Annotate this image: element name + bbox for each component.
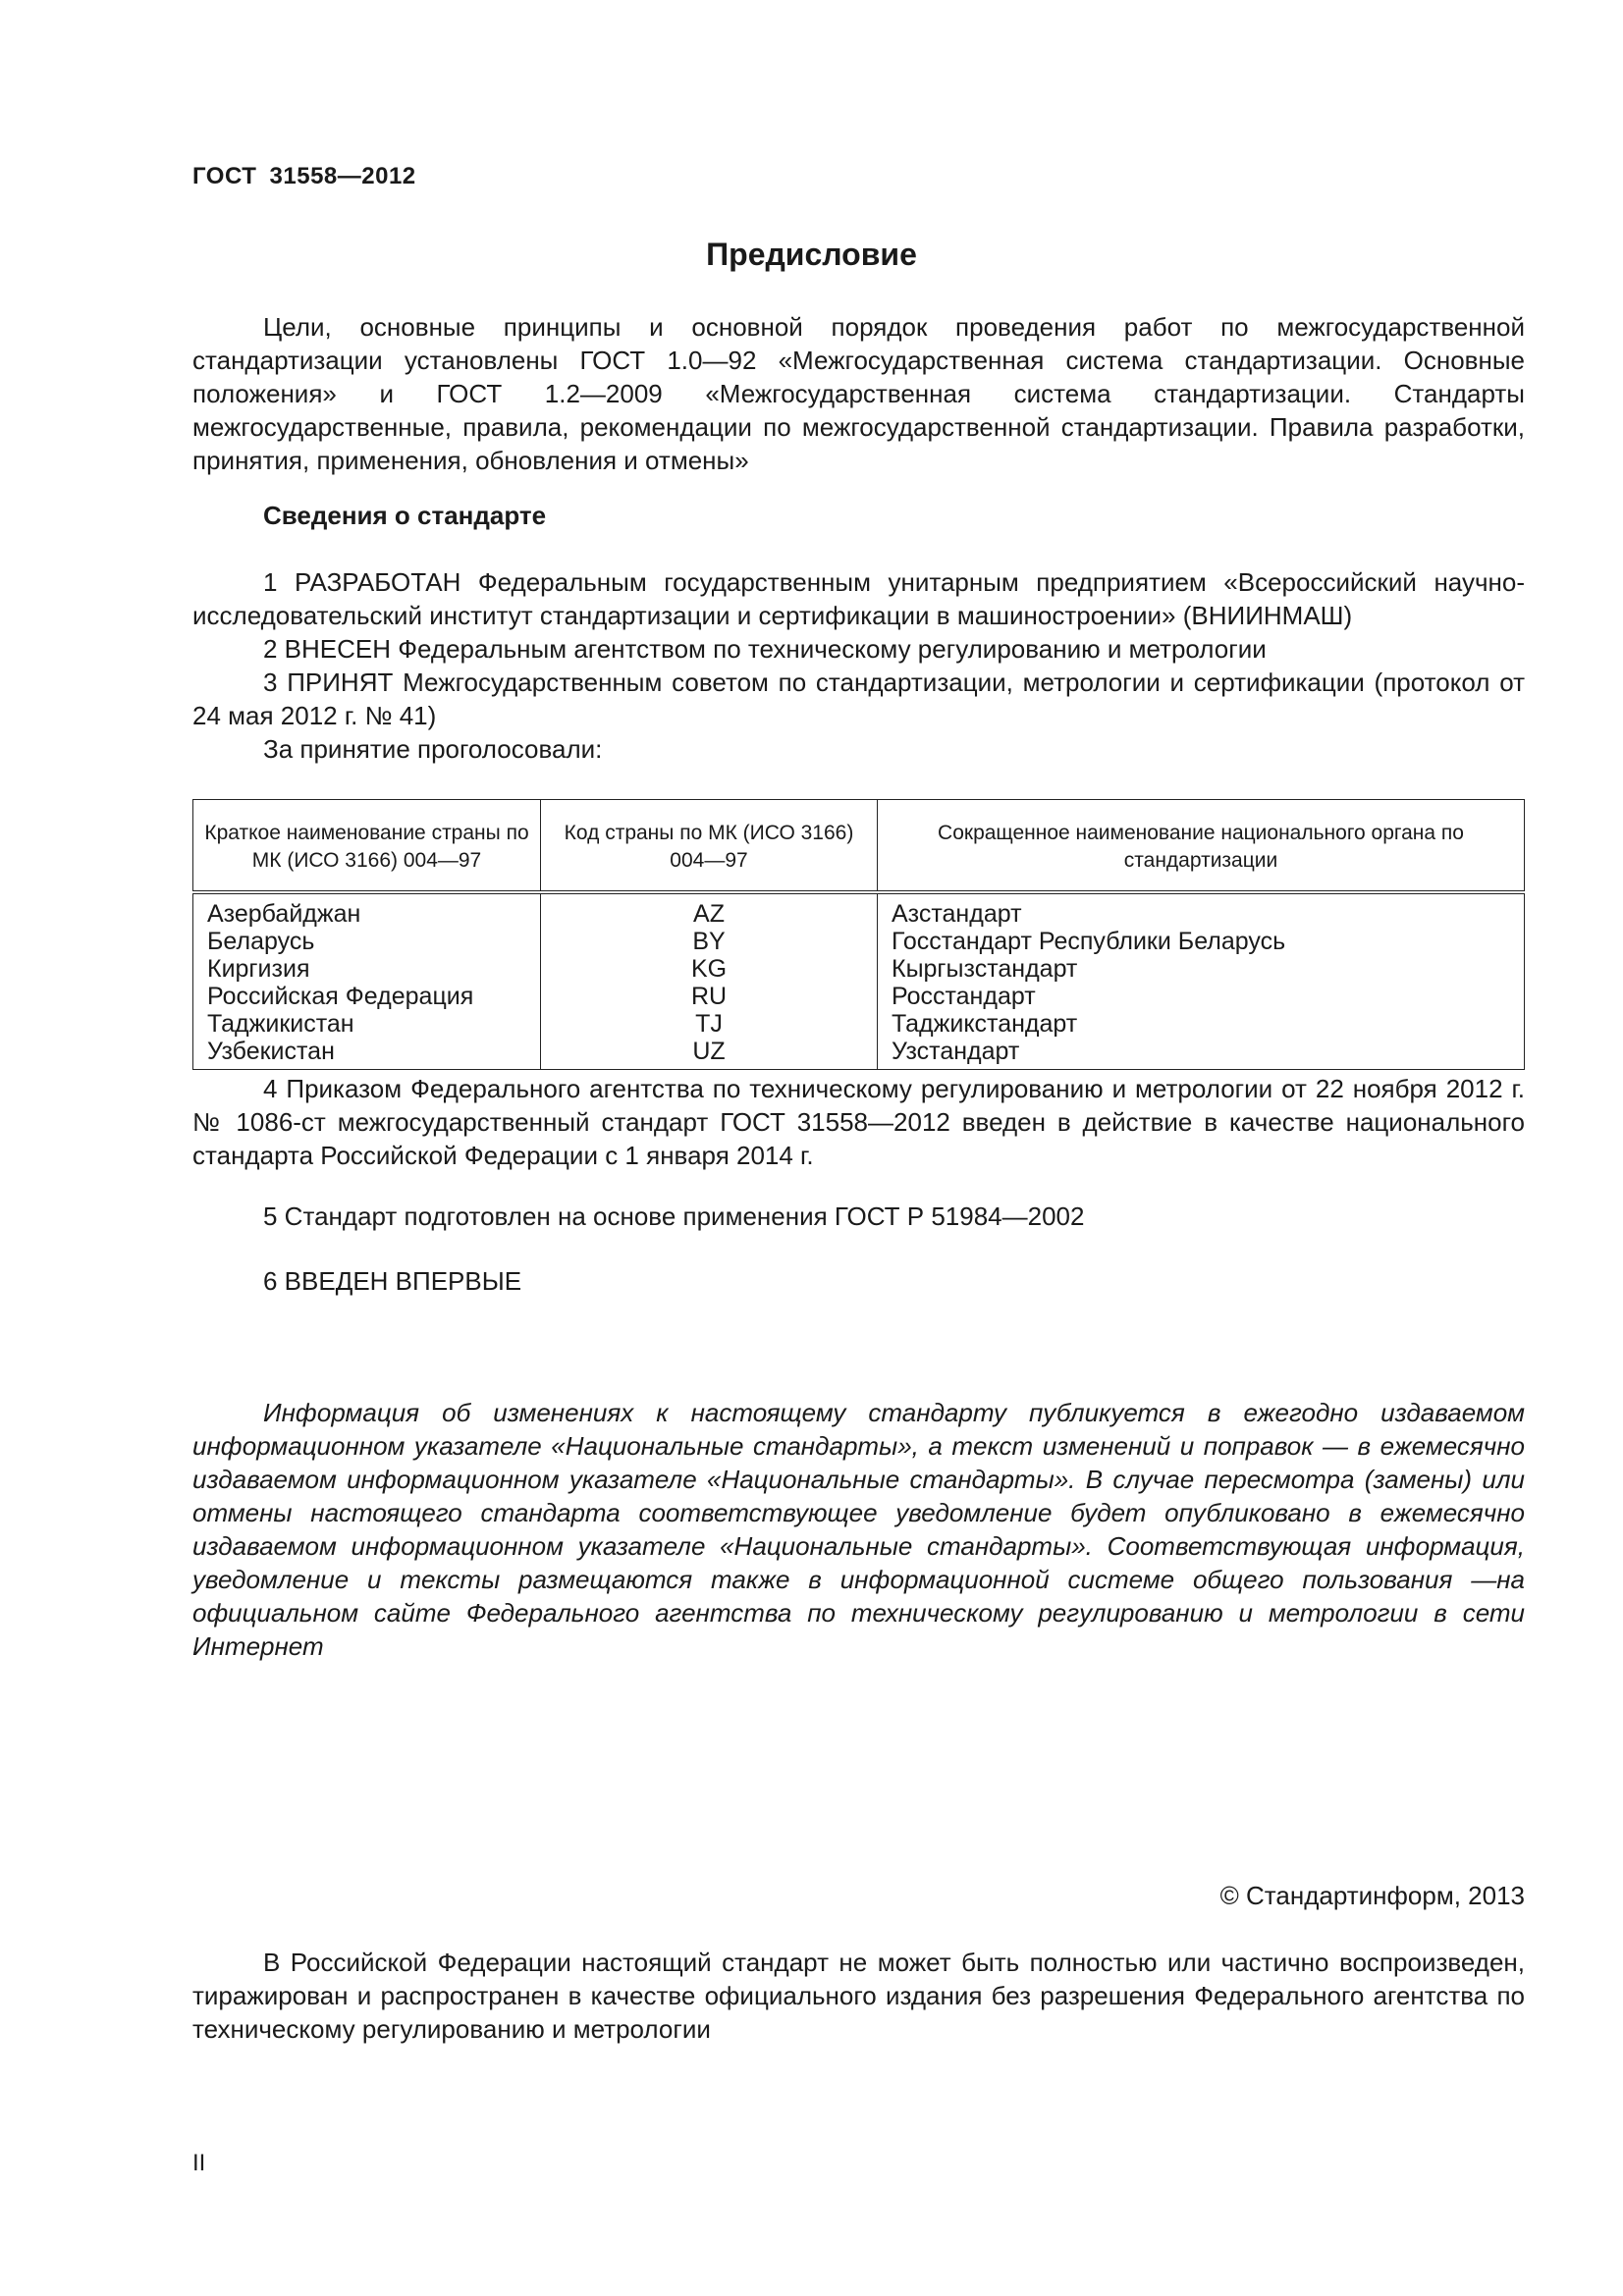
standards-body: Таджикстандарт — [878, 1010, 1525, 1038]
info-item-3: 3 ПРИНЯТ Межгосударственным советом по стандартизации, метрологии и сертификации (протокол от 24 мая 2012 г. № 41) — [192, 667, 1525, 730]
standards-body: Росстандарт — [878, 983, 1525, 1010]
table-row — [193, 892, 1525, 928]
table-row — [193, 1038, 1525, 1070]
amendments-notice: Информация об изменениях к настоящему стандарту публикуется в ежегодно издаваемом информационном указателе «Национальные стандарты», а текст изменений и поправок — в ежемесячно издаваемом информационном указателе «Национальные стандарты». В случае пересмотра (замены) или отмены настоящего стандарта соответствующее уведомление будет опубликовано в ежемесячно издаваемом информационном указателе «Национальные стандарты». Соответствующая информация, уведомление и тексты размещаются также в информационной системе общего пользования —на официальном сайте Федерального агентства по техническому регулированию и метрологии в сети Интернет — [192, 1398, 1525, 1661]
header-country-code: Код страны по МК (ИСО 3166) 004—97 — [541, 800, 878, 893]
country-name: Узбекистан — [193, 1038, 541, 1070]
country-name: Российская Федерация — [193, 983, 541, 1010]
standard-info-block — [192, 565, 1525, 766]
country-code: KG — [541, 955, 878, 983]
country-code: RU — [541, 983, 878, 1010]
standard-info-heading: Сведения о стандарте — [263, 501, 547, 530]
first-introduced-block — [192, 1264, 1525, 1298]
enactment-block — [192, 1072, 1525, 1172]
country-code: TJ — [541, 1010, 878, 1038]
copyright-line: © Стандартинформ, 2013 — [1219, 1881, 1525, 1910]
country-code: AZ — [541, 892, 878, 928]
info-item-5: 5 Стандарт подготовлен на основе применения ГОСТ Р 51984—2002 — [263, 1201, 1085, 1231]
country-code: UZ — [541, 1038, 878, 1070]
header-country-name: Краткое наименование страны по МК (ИСО 3166) 004—97 — [193, 800, 541, 893]
page-number: II — [192, 2150, 206, 2176]
country-name: Киргизия — [193, 955, 541, 983]
amendments-notice-block — [192, 1396, 1525, 1663]
preface-heading: Предисловие — [706, 237, 917, 272]
document-code: ГОСТ 31558—2012 — [192, 163, 416, 189]
table-row — [193, 983, 1525, 1010]
voting-table — [192, 799, 1525, 1070]
standards-body: Госстандарт Республики Беларусь — [878, 928, 1525, 955]
preface-paragraph: Цели, основные принципы и основной порядок проведения работ по межгосударственной стандартизации установлены ГОСТ 1.0—92 «Межгосударственная система стандартизации. Основные положения» и ГОСТ 1.2—2009 «Межгосударственная система стандартизации. Стандарты межгосударственные, правила, рекомендации по межгосударственной стандартизации. Правила разработки, принятия, применения, обновления и отмены» — [192, 312, 1525, 475]
rights-paragraph: В Российской Федерации настоящий стандарт не может быть полностью или частично воспроизведен, тиражирован и распространен в качестве официального издания без разрешения Федерального агентства по техническому регулированию и метрологии — [192, 1948, 1525, 2044]
country-name: Беларусь — [193, 928, 541, 955]
table-header-row — [193, 800, 1525, 893]
info-item-4: 4 Приказом Федерального агентства по техническому регулированию и метрологии от 22 ноября 2012 г. № 1086-ст межгосударственный стандарт ГОСТ 31558—2012 введен в действие в качестве национального стандарта Российской Федерации с 1 января 2014 г. — [192, 1074, 1525, 1170]
rights-block — [192, 1946, 1525, 2046]
table-row — [193, 928, 1525, 955]
basis-block — [192, 1200, 1525, 1233]
info-item-2: 2 ВНЕСЕН Федеральным агентством по техническому регулированию и метрологии — [263, 634, 1267, 664]
standards-body: Азстандарт — [878, 892, 1525, 928]
preface-text-block — [192, 310, 1525, 477]
voted-label: За принятие проголосовали: — [263, 734, 603, 764]
voting-table-wrapper — [192, 799, 1525, 1070]
header-standards-body: Сокращенное наименование национального органа по стандартизации — [878, 800, 1525, 893]
country-name: Таджикистан — [193, 1010, 541, 1038]
country-code: BY — [541, 928, 878, 955]
country-name: Азербайджан — [193, 892, 541, 928]
info-item-6: 6 ВВЕДЕН ВПЕРВЫЕ — [263, 1266, 522, 1296]
standards-body: Кыргызстандарт — [878, 955, 1525, 983]
table-row — [193, 1010, 1525, 1038]
info-item-1: 1 РАЗРАБОТАН Федеральным государственным унитарным предприятием «Всероссийский научно-исследовательский институт стандартизации и сертификации в машиностроении» (ВНИИНМАШ) — [192, 567, 1525, 630]
standards-body: Узстандарт — [878, 1038, 1525, 1070]
table-row — [193, 955, 1525, 983]
